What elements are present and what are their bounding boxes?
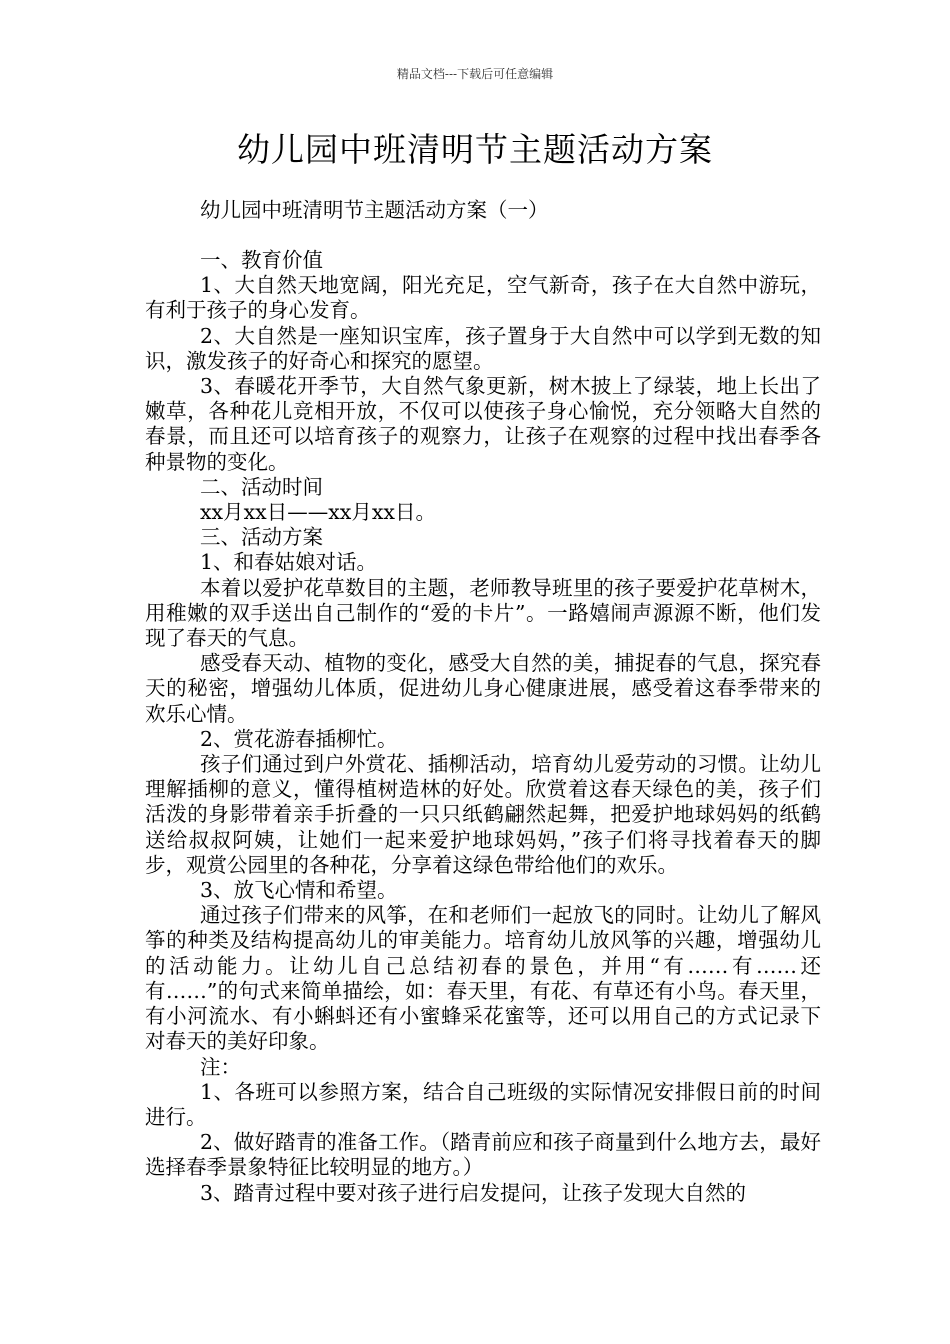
subheading: 2、赏花游春插柳忙。	[200, 726, 398, 751]
paragraph: 感受春天动、植物的变化，感受大自然的美，捕捉春的气息，探究春天的秘密，增强幼儿体质，促进幼儿身心健康进展，感受着这春季带来的欢乐心情。	[145, 651, 821, 726]
section-heading-education-value: 一、教育价值	[200, 248, 323, 272]
paragraph: 本着以爱护花草数目的主题，老师教导班里的孩子要爱护花草树木，用稚嫩的双手送出自己制作的“爱的卡片”。一路嬉闹声源源不断，他们发现了春天的气息。	[145, 575, 821, 651]
note-item: 2、做好踏青的准备工作。（踏青前应和孩子商量到什么地方去，最好选择春季景象特征比较明显的地方。）	[145, 1130, 821, 1180]
paragraph: 通过孩子们带来的风筝，在和老师们一起放飞的同时。让幼儿了解风筝的种类及结构提高幼儿的审美能力。培育幼儿放风筝的兴趣，增强幼儿的活动能力。让幼儿自己总结初春的景色，并用“有……有……还有……”的句式来简单描绘，如：春天里，有花、有草还有小鸟。春天里，有小河流水、有小蝌蚪还有小蜜蜂采花蜜等，还可以用自己的方式记录下对春天的美好印象。	[145, 903, 821, 1054]
note-item: 1、各班可以参照方案，结合自己班级的实际情况安排假日前的时间进行。	[145, 1079, 821, 1129]
paragraph: 2、大自然是一座知识宝库，孩子置身于大自然中可以学到无数的知识，激发孩子的好奇心和探究的愿望。	[145, 323, 821, 373]
note-item: 3、踏青过程中要对孩子进行启发提问，让孩子发现大自然的	[200, 1180, 747, 1205]
notes-heading: 注：	[200, 1054, 241, 1079]
paragraph: 3、春暖花开季节，大自然气象更新，树木披上了绿装，地上长出了嫩草，各种花儿竞相开放，不仅可以使孩子身心愉悦，充分领略大自然的春景，而且还可以培育孩子的观察力，让孩子在观察的过程中找出春季各种景物的变化。	[145, 374, 821, 474]
subheading: 1、和春姑娘对话。	[200, 550, 378, 575]
section-heading-activity-time: 二、活动时间	[200, 474, 323, 499]
paragraph: 1、大自然天地宽阔，阳光充足，空气新奇，孩子在大自然中游玩，有利于孩子的身心发育。	[145, 273, 821, 323]
header-note: 精品文档---下载后可任意编辑	[396, 67, 554, 81]
paragraph: xx月xx日——xx月xx日。	[200, 500, 436, 525]
section-heading-activity-plan: 三、活动方案	[200, 525, 323, 550]
subheading: 3、放飞心情和希望。	[200, 878, 398, 903]
document-body	[145, 248, 821, 1206]
document-subtitle: 幼儿园中班清明节主题活动方案（一）	[200, 198, 549, 222]
document-title: 幼儿园中班清明节主题活动方案	[237, 130, 713, 169]
paragraph: 孩子们通过到户外赏花、插柳活动，培育幼儿爱劳动的习惯。让幼儿理解插柳的意义，懂得植树造林的好处。欣赏着这春天绿色的美，孩子们活泼的身影带着亲手折叠的一只只纸鹤翩然起舞，把爱护地球妈妈的纸鹤送给叔叔阿姨，让她们一起来爱护地球妈妈，”孩子们将寻找着春天的脚步，观赏公园里的各种花，分享着这绿色带给他们的欢乐。	[145, 752, 821, 877]
